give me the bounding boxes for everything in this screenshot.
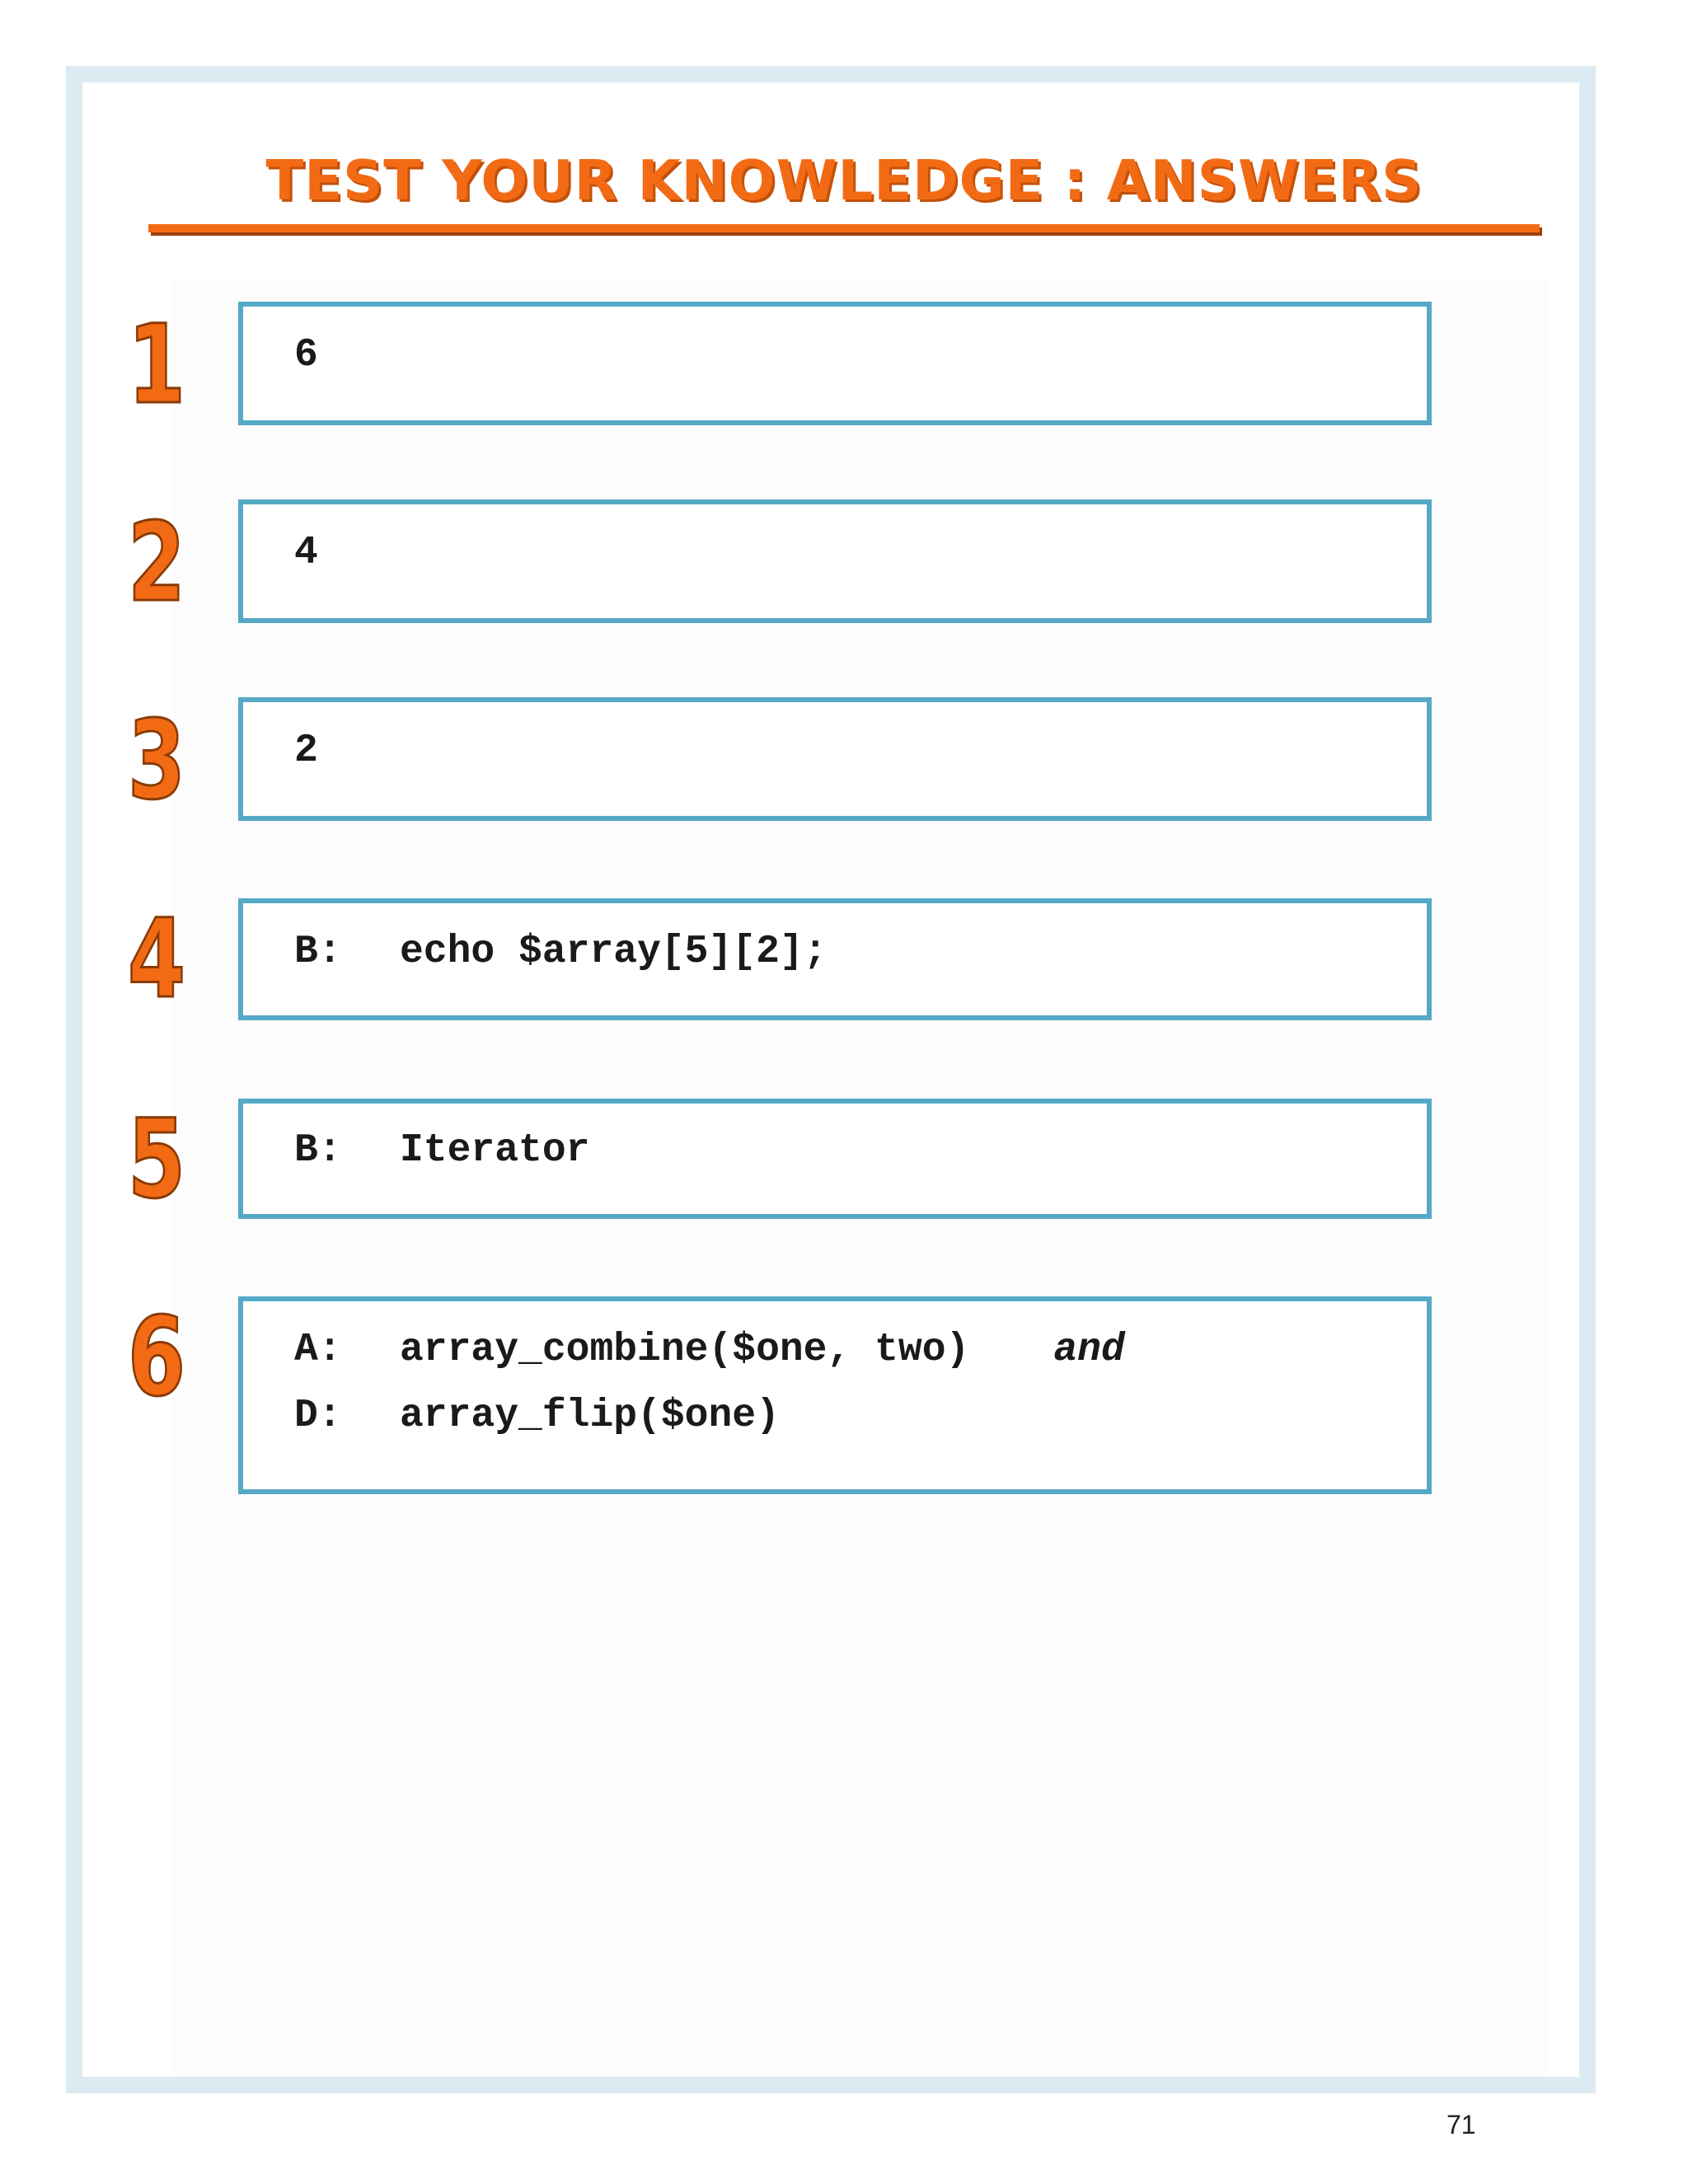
svg-text:6: 6 (128, 1294, 185, 1401)
answer-text: 2 (294, 729, 318, 773)
answer-box-4 (238, 898, 1432, 1020)
answer-text: 6 (294, 333, 318, 377)
question-number-6 (124, 1294, 190, 1401)
page-title: TEST YOUR KNOWLEDGE : ANSWERS (265, 148, 1423, 213)
question-number-1 (124, 302, 190, 409)
answer-text: echo $array[5][2]; (400, 930, 828, 974)
question-number-5 (124, 1096, 190, 1203)
question-number-2 (124, 499, 190, 607)
answer-text: Iterator (400, 1128, 590, 1173)
answer-line (294, 729, 318, 773)
answer-option-label: A: (294, 1328, 342, 1372)
question-number-3 (124, 697, 190, 804)
question-number-4 (124, 896, 190, 1003)
answer-line (294, 531, 318, 575)
answer-line (294, 930, 827, 974)
answer-line (294, 1394, 780, 1438)
answer-text: array_flip($one) (400, 1394, 780, 1438)
answer-option-label: D: (294, 1394, 342, 1438)
svg-text:2: 2 (128, 499, 185, 607)
answer-box-2 (238, 499, 1432, 623)
answer-box-3 (238, 697, 1432, 821)
svg-text:4: 4 (128, 896, 185, 1003)
answer-option-label: B: (294, 930, 342, 974)
answer-box-6 (238, 1296, 1432, 1494)
svg-text:5: 5 (128, 1096, 185, 1203)
answer-text: 4 (294, 531, 318, 575)
page-number: 71 (1447, 2110, 1476, 2139)
title-underline (148, 224, 1540, 232)
answer-box-5 (238, 1099, 1432, 1219)
answer-line (294, 1128, 589, 1173)
answer-line (294, 333, 318, 377)
answer-box-1 (238, 302, 1432, 425)
answer-option-label: B: (294, 1128, 342, 1173)
svg-text:1: 1 (128, 302, 185, 409)
answer-line (294, 1328, 1125, 1372)
answer-conjunction: and (1053, 1328, 1125, 1372)
svg-text:3: 3 (128, 697, 185, 804)
answer-text: array_combine($one, two) (400, 1328, 970, 1372)
